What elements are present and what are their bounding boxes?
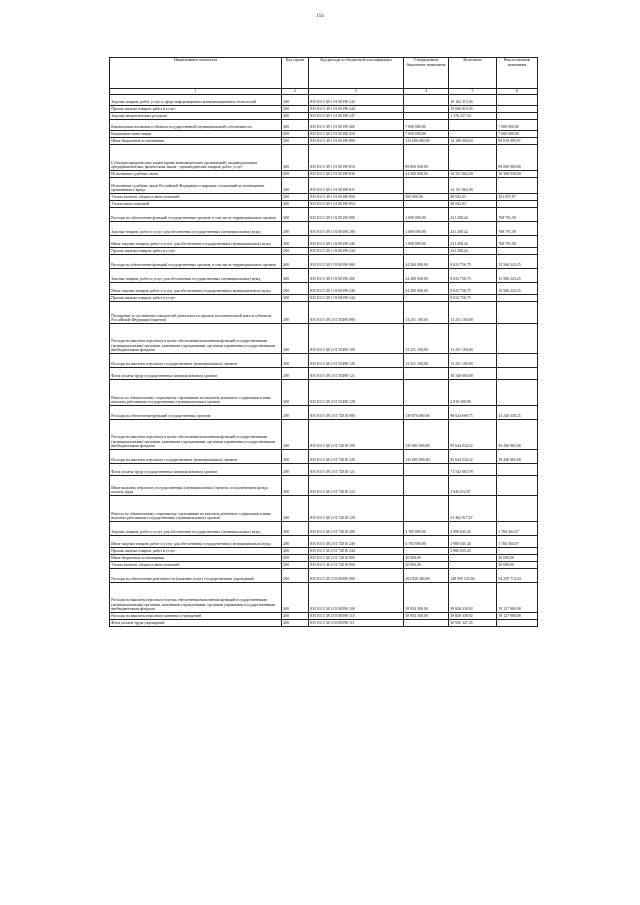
- row-budget-code: 835 0113 38 2 01 72010 122: [309, 476, 404, 496]
- row-indicator-name: Закупка товаров, работ и услуг для обеспечения государственных (муниципальных) нужд: [110, 269, 282, 283]
- row-budget-code: 835 0113 38 1 01 00190 853: [309, 201, 404, 208]
- row-remaining-amount: -: [497, 496, 538, 522]
- row-approved-amount: -: [404, 476, 449, 496]
- table-row: [110, 178, 538, 194]
- row-budget-code: 835 0113 38 2 03 00590 110: [309, 613, 404, 620]
- row-indicator-name: Иные бюджетные ассигнования: [110, 138, 282, 145]
- row-line-code: 200: [282, 476, 309, 496]
- row-line-code: 200: [282, 380, 309, 406]
- row-approved-amount: -: [404, 464, 449, 476]
- row-approved-amount: -: [404, 106, 449, 113]
- row-approved-amount: 1 000 000,00: [404, 208, 449, 222]
- header-line-code: Код строки: [282, 58, 309, 89]
- row-line-code: 200: [282, 138, 309, 145]
- row-executed-amount: 13 251 100,00: [449, 324, 497, 354]
- column-number: 6: [497, 89, 538, 95]
- table-row: [110, 120, 538, 131]
- row-budget-code: 835 0113 38 1 02 00190 240: [309, 236, 404, 248]
- row-line-code: 200: [282, 536, 309, 548]
- row-remaining-amount: -: [497, 295, 538, 302]
- row-approved-amount: 13 251 100,00: [404, 354, 449, 368]
- row-line-code: 200: [282, 295, 309, 302]
- row-approved-amount: 24 200 000,00: [404, 269, 449, 283]
- row-executed-amount: 14 131 062,00: [449, 171, 497, 178]
- row-line-code: 200: [282, 302, 309, 324]
- row-executed-amount: -: [449, 555, 497, 562]
- row-indicator-name: Иные закупки товаров, работ и услуг для обеспечения государственных (муниципальных) нужд: [110, 236, 282, 248]
- table-row: [110, 113, 538, 120]
- row-remaining-amount: 15 566 243,25: [497, 255, 538, 269]
- row-remaining-amount: -: [497, 354, 538, 368]
- row-executed-amount: 2 980 635,43: [449, 548, 497, 555]
- row-remaining-amount: 768 791,58: [497, 222, 538, 236]
- row-remaining-amount: 7 000 000,00: [497, 120, 538, 131]
- row-indicator-name: Фонд оплаты труда учреждений: [110, 620, 282, 627]
- row-remaining-amount: -: [497, 368, 538, 380]
- row-approved-amount: 135 085 000,00: [404, 450, 449, 464]
- row-budget-code: 835 0113 38 1 01 00190 244: [309, 106, 404, 113]
- row-indicator-name: Прочая закупка товаров, работ и услуг: [110, 106, 282, 113]
- row-indicator-name: Иные закупки товаров, работ и услуг для обеспечения государственных (муниципальных) нужд: [110, 536, 282, 548]
- row-budget-code: 835 0113 38 2 01 72010 121: [309, 464, 404, 476]
- row-approved-amount: -: [404, 295, 449, 302]
- row-approved-amount: -: [404, 113, 449, 120]
- table-row: [110, 555, 538, 562]
- row-approved-amount: 4 765 000,00: [404, 522, 449, 536]
- row-line-code: 200: [282, 255, 309, 269]
- row-line-code: 200: [282, 194, 309, 201]
- table-row: [110, 95, 538, 106]
- row-indicator-name: Расходы на обеспечение деятельности (оказание услуг) государственных учреждений: [110, 569, 282, 583]
- table-row: [110, 380, 538, 406]
- row-line-code: 200: [282, 113, 309, 120]
- row-budget-code: 835 0113 38 2 01 55490 129: [309, 380, 404, 406]
- table-body: [110, 95, 538, 627]
- row-executed-amount: 10 162 313,56: [449, 95, 497, 106]
- budget-report-table: [109, 57, 538, 627]
- row-executed-amount: 231 208,42: [449, 236, 497, 248]
- row-indicator-name: Иные выплаты персоналу государственных (муниципальных) органов, за исключением фонда оплаты труда: [110, 476, 282, 496]
- row-remaining-amount: 1 784 364,57: [497, 522, 538, 536]
- row-budget-code: 835 0113 38 1 01 00190 410: [309, 131, 404, 138]
- row-executed-amount: -: [449, 120, 497, 131]
- row-line-code: 200: [282, 450, 309, 464]
- table-row: [110, 269, 538, 283]
- row-remaining-amount: 41 245 330,25: [497, 406, 538, 420]
- table-row: [110, 420, 538, 450]
- table-row: [110, 536, 538, 548]
- row-executed-amount: -: [449, 145, 497, 171]
- row-executed-amount: 2 910 500,00: [449, 380, 497, 406]
- row-remaining-amount: 19 127 960,08: [497, 613, 538, 620]
- table-row: [110, 450, 538, 464]
- page-number: 154: [316, 14, 324, 19]
- row-indicator-name: Расходы на выплаты персоналу государственных (муниципальных) органов: [110, 450, 282, 464]
- table-row: [110, 106, 538, 113]
- row-executed-amount: 8 633 756,75: [449, 283, 497, 295]
- row-indicator-name: Закупка товаров, работ и услуг для обеспечения государственных (муниципальных) нужд: [110, 522, 282, 536]
- row-approved-amount: -: [404, 201, 449, 208]
- column-number: 4: [404, 89, 449, 95]
- row-remaining-amount: -: [497, 476, 538, 496]
- row-line-code: 200: [282, 120, 309, 131]
- row-executed-amount: 39 826 339,92: [449, 583, 497, 613]
- row-line-code: 200: [282, 145, 309, 171]
- table-row: [110, 283, 538, 295]
- row-approved-amount: 7 000 000,00: [404, 131, 449, 138]
- row-indicator-name: Иные закупки товаров, работ и услуг для обеспечения государственных (муниципальных) нужд: [110, 283, 282, 295]
- row-indicator-name: Расходы на выплаты персоналу в целях обеспечения выполнения функций государственными (муниципальными) органами, казенными учреждениями, органами управления государственными внебюджетными фондами: [110, 324, 282, 354]
- row-remaining-amount: 19 127 960,08: [497, 583, 538, 613]
- table-row: [110, 464, 538, 476]
- row-executed-amount: 231 208,42: [449, 222, 497, 236]
- row-approved-amount: -: [404, 620, 449, 627]
- header-approved: Утвержденные бюджетные назначения: [404, 58, 449, 89]
- row-indicator-name: Исполнение судебных актов Российской Федерации и мировых соглашений по возмещению причиненного вреда: [110, 178, 282, 194]
- row-executed-amount: -: [449, 131, 497, 138]
- row-remaining-amount: -: [497, 113, 538, 120]
- row-indicator-name: Иные бюджетные ассигнования: [110, 555, 282, 562]
- row-remaining-amount: -: [497, 248, 538, 255]
- row-indicator-name: Прочая закупка товаров, работ и услуг: [110, 295, 282, 302]
- row-budget-code: 835 0113 38 2 01 55490 121: [309, 368, 404, 380]
- row-indicator-name: Закупка энергетических ресурсов: [110, 113, 282, 120]
- row-approved-amount: -: [404, 248, 449, 255]
- row-executed-amount: 13 251 100,00: [449, 302, 497, 324]
- row-line-code: 200: [282, 420, 309, 450]
- row-budget-code: 835 0113 38 1 01 00190 830: [309, 171, 404, 178]
- row-executed-amount: 71 542 063,78: [449, 464, 497, 476]
- row-approved-amount: 58 954 300,00: [404, 613, 449, 620]
- row-approved-amount: 13 251 100,00: [404, 302, 449, 324]
- row-budget-code: 835 0113 38 1 01 00190 831: [309, 178, 404, 194]
- column-number: 5: [449, 89, 497, 95]
- row-executed-amount: 21 462 017,67: [449, 496, 497, 522]
- row-executed-amount: 30 945 347,45: [449, 620, 497, 627]
- row-budget-code: 835 0113 38 1 03 00190 200: [309, 269, 404, 283]
- row-remaining-amount: -: [497, 548, 538, 555]
- row-indicator-name: Расходы на выплаты персоналу казенных учреждений: [110, 613, 282, 620]
- row-indicator-name: Расходы на обеспечение функций государственных органов, в том числе территориальных органов: [110, 255, 282, 269]
- row-budget-code: 835 0113 38 1 02 00190 000: [309, 208, 404, 222]
- row-remaining-amount: 451 057,97: [497, 194, 538, 201]
- row-budget-code: 835 0113 38 1 03 00190 240: [309, 283, 404, 295]
- table-row: [110, 145, 538, 171]
- row-approved-amount: 202 830 300,00: [404, 569, 449, 583]
- row-executed-amount: 231 208,42: [449, 248, 497, 255]
- row-executed-amount: 2 640 012,87: [449, 476, 497, 496]
- row-remaining-amount: 20 000,00: [497, 562, 538, 569]
- row-approved-amount: 135 085 000,00: [404, 420, 449, 450]
- table-row: [110, 562, 538, 569]
- row-remaining-amount: 768 791,58: [497, 236, 538, 248]
- row-remaining-amount: 15 566 243,25: [497, 269, 538, 283]
- row-approved-amount: 24 500 000,00: [404, 171, 449, 178]
- row-line-code: 200: [282, 620, 309, 627]
- row-executed-amount: 8 633 756,75: [449, 255, 497, 269]
- row-approved-amount: -: [404, 178, 449, 194]
- row-executed-amount: 1 276 227,54: [449, 113, 497, 120]
- row-executed-amount: 231 208,42: [449, 208, 497, 222]
- table-row: [110, 194, 538, 201]
- row-executed-amount: 10 340 600,00: [449, 368, 497, 380]
- row-approved-amount: 500 000,00: [404, 194, 449, 201]
- row-executed-amount: 2 980 635,43: [449, 536, 497, 548]
- row-approved-amount: -: [404, 548, 449, 555]
- row-budget-code: 835 0113 38 2 01 72010 120: [309, 450, 404, 464]
- row-budget-code: 835 0113 38 1 01 00190 800: [309, 138, 404, 145]
- row-approved-amount: 7 000 000,00: [404, 120, 449, 131]
- row-remaining-amount: -: [497, 620, 538, 627]
- row-remaining-amount: -: [497, 302, 538, 324]
- table-row: [110, 131, 538, 138]
- column-number: 1: [110, 89, 282, 95]
- row-executed-amount: 13 251 100,00: [449, 354, 497, 368]
- row-remaining-amount: 20 000,00: [497, 555, 538, 562]
- row-remaining-amount: -: [497, 106, 538, 113]
- row-remaining-amount: 7 000 000,00: [497, 131, 538, 138]
- row-budget-code: 835 0113 38 2 01 55490 100: [309, 324, 404, 354]
- table-row: [110, 171, 538, 178]
- row-line-code: 200: [282, 201, 309, 208]
- row-approved-amount: 1 000 000,00: [404, 236, 449, 248]
- row-executed-amount: 98 624 669,75: [449, 406, 497, 420]
- row-line-code: 200: [282, 354, 309, 368]
- header-budget-code: Код расхода по бюджетной классификации: [309, 58, 404, 89]
- row-remaining-amount: -: [497, 95, 538, 106]
- row-budget-code: 835 0113 38 2 01 72010 240: [309, 536, 404, 548]
- row-remaining-amount: 15 566 243,25: [497, 283, 538, 295]
- row-budget-code: 835 0113 38 2 01 55490 120: [309, 354, 404, 368]
- row-remaining-amount: -: [497, 324, 538, 354]
- row-executed-amount: 14 131 062,00: [449, 178, 497, 194]
- row-budget-code: 835 0113 38 1 01 00190 247: [309, 113, 404, 120]
- row-approved-amount: 13 251 100,00: [404, 324, 449, 354]
- table-row: [110, 295, 538, 302]
- row-budget-code: 835 0113 38 1 01 00190 242: [309, 95, 404, 106]
- table-row: [110, 583, 538, 613]
- row-budget-code: 835 0113 38 1 01 00190 400: [309, 120, 404, 131]
- row-remaining-amount: -: [497, 201, 538, 208]
- column-number: 3: [309, 89, 404, 95]
- row-line-code: 200: [282, 406, 309, 420]
- row-remaining-amount: 39 440 965,68: [497, 450, 538, 464]
- row-indicator-name: Уплата налогов, сборов и иных платежей: [110, 562, 282, 569]
- table-row: [110, 324, 538, 354]
- row-indicator-name: Исполнение судебных актов: [110, 171, 282, 178]
- row-line-code: 200: [282, 95, 309, 106]
- row-line-code: 200: [282, 131, 309, 138]
- row-indicator-name: Уплата иных платежей: [110, 201, 282, 208]
- table-row: [110, 201, 538, 208]
- row-remaining-amount: 99 819 995,97: [497, 138, 538, 145]
- row-indicator-name: Капитальные вложения в объекты государственной (муниципальной) собственности: [110, 120, 282, 131]
- row-remaining-amount: 54 239 774,34: [497, 569, 538, 583]
- row-approved-amount: 139 870 000,00: [404, 406, 449, 420]
- header-executed: Исполнено: [449, 58, 497, 89]
- row-approved-amount: 20 000,00: [404, 555, 449, 562]
- row-executed-amount: 39 826 339,92: [449, 613, 497, 620]
- row-executed-amount: 148 590 525,66: [449, 569, 497, 583]
- row-indicator-name: Расходы на выплаты персоналу в целях обеспечения выполнения функций государственными (муниципальными) органами, казенными учреждениями, органами управления государственными внебюджетными фондами: [110, 583, 282, 613]
- row-line-code: 200: [282, 569, 309, 583]
- header-remaining: Неисполненные назначения: [497, 58, 538, 89]
- row-approved-amount: 58 954 300,00: [404, 583, 449, 613]
- row-line-code: 200: [282, 368, 309, 380]
- row-line-code: 200: [282, 222, 309, 236]
- row-line-code: 200: [282, 106, 309, 113]
- row-budget-code: 835 0113 38 2 01 72010 100: [309, 420, 404, 450]
- row-line-code: 200: [282, 171, 309, 178]
- row-line-code: 200: [282, 522, 309, 536]
- row-line-code: 200: [282, 269, 309, 283]
- row-remaining-amount: -: [497, 178, 538, 194]
- row-approved-amount: 1 000 000,00: [404, 222, 449, 236]
- row-budget-code: 835 0113 38 1 01 00190 810: [309, 145, 404, 171]
- row-approved-amount: -: [404, 380, 449, 406]
- row-budget-code: 835 0113 38 1 01 00190 850: [309, 194, 404, 201]
- row-budget-code: 835 0113 38 1 02 00190 244: [309, 248, 404, 255]
- table-row: [110, 138, 538, 145]
- row-approved-amount: 89 000 000,00: [404, 145, 449, 171]
- row-indicator-name: Закупка товаров, работ и услуг для обеспечения государственных (муниципальных) нужд: [110, 222, 282, 236]
- row-approved-amount: -: [404, 95, 449, 106]
- row-approved-amount: -: [404, 368, 449, 380]
- row-approved-amount: 24 200 000,00: [404, 255, 449, 269]
- table-row: [110, 522, 538, 536]
- row-indicator-name: Расходы на выплаты персоналу в целях обеспечения выполнения функций государственными (муниципальными) органами, казенными учреждениями, органами управления государственными внебюджетными фондами: [110, 420, 282, 450]
- row-remaining-amount: -: [497, 380, 538, 406]
- row-budget-code: 835 0113 38 2 03 00590 000: [309, 569, 404, 583]
- column-number: 2: [282, 89, 309, 95]
- row-budget-code: 835 0113 38 2 01 72010 129: [309, 496, 404, 522]
- row-budget-code: 835 0113 38 2 03 00590 100: [309, 583, 404, 613]
- row-line-code: 200: [282, 613, 309, 620]
- table-row: [110, 613, 538, 620]
- row-budget-code: 835 0113 38 2 03 00590 111: [309, 620, 404, 627]
- table-row: [110, 620, 538, 627]
- row-indicator-name: Расходы на обеспечение функций государственных органов, в том числе территориальных органов: [110, 208, 282, 222]
- row-line-code: 200: [282, 583, 309, 613]
- row-executed-amount: 95 644 034,32: [449, 420, 497, 450]
- table-row: [110, 368, 538, 380]
- row-indicator-name: Взносы по обязательному социальному страхованию на выплаты денежного содержания и иные выплаты работникам государственных (муниципальных) органов: [110, 496, 282, 522]
- row-executed-amount: -: [449, 562, 497, 569]
- row-indicator-name: Закупка товаров, работ, услуг в сфере информационно-коммуникационных технологий: [110, 95, 282, 106]
- row-approved-amount: 114 000 000,00: [404, 138, 449, 145]
- table-row: [110, 496, 538, 522]
- table-row: [110, 406, 538, 420]
- row-indicator-name: Бюджетные инвестиции: [110, 131, 282, 138]
- row-remaining-amount: 39 440 965,68: [497, 420, 538, 450]
- row-line-code: 200: [282, 236, 309, 248]
- table-row: [110, 548, 538, 555]
- row-executed-amount: 8 633 756,75: [449, 295, 497, 302]
- row-indicator-name: Взносы по обязательному социальному страхованию на выплаты денежного содержания и иные выплаты работникам государственных (муниципальных) органов: [110, 380, 282, 406]
- row-approved-amount: -: [404, 496, 449, 522]
- table-row: [110, 248, 538, 255]
- row-line-code: 200: [282, 248, 309, 255]
- row-budget-code: 835 0113 38 2 01 72010 200: [309, 522, 404, 536]
- row-indicator-name: Фонд оплаты труда государственных (муниципальных) органов: [110, 368, 282, 380]
- row-line-code: 200: [282, 324, 309, 354]
- row-indicator-name: Прочая закупка товаров, работ и услуг: [110, 548, 282, 555]
- row-approved-amount: 24 200 000,00: [404, 283, 449, 295]
- row-approved-amount: 20 000,00: [404, 562, 449, 569]
- row-executed-amount: 2 980 635,43: [449, 522, 497, 536]
- row-remaining-amount: 1 784 364,57: [497, 536, 538, 548]
- row-line-code: 200: [282, 208, 309, 222]
- row-line-code: 200: [282, 178, 309, 194]
- row-budget-code: 835 0113 38 2 01 55490 000: [309, 302, 404, 324]
- row-remaining-amount: -: [497, 464, 538, 476]
- row-line-code: 200: [282, 548, 309, 555]
- table-row: [110, 208, 538, 222]
- table-row: [110, 354, 538, 368]
- row-indicator-name: Расходы на обеспечение функций государственных органов: [110, 406, 282, 420]
- row-budget-code: 835 0113 38 2 01 72010 000: [309, 406, 404, 420]
- row-budget-code: 835 0113 38 2 01 72010 850: [309, 562, 404, 569]
- row-executed-amount: 48 942,03: [449, 194, 497, 201]
- row-indicator-name: Расходы на выплаты персоналу государственных (муниципальных) органов: [110, 354, 282, 368]
- row-executed-amount: 14 180 004,03: [449, 138, 497, 145]
- row-indicator-name: Поощрение за достижение показателей деятельности органов исполнительной власти субъектов Российской Федерации (грантов): [110, 302, 282, 324]
- row-approved-amount: 4 765 000,00: [404, 536, 449, 548]
- row-line-code: 200: [282, 562, 309, 569]
- table-row: [110, 302, 538, 324]
- row-remaining-amount: 10 368 938,00: [497, 171, 538, 178]
- header-indicator-name: Наименование показателя: [110, 58, 282, 89]
- row-indicator-name: Уплата налогов, сборов и иных платежей: [110, 194, 282, 201]
- row-indicator-name: Фонд оплаты труда государственных (муниципальных) органов: [110, 464, 282, 476]
- row-indicator-name: Субсидии юридическим лицам (кроме некоммерческих организаций), индивидуальным предпринимателям, физическим лицам - производителям товаров, работ, услуг: [110, 145, 282, 171]
- table-row: [110, 476, 538, 496]
- row-executed-amount: 8 633 756,75: [449, 269, 497, 283]
- row-executed-amount: 48 942,03: [449, 201, 497, 208]
- row-budget-code: 835 0113 38 1 02 00190 200: [309, 222, 404, 236]
- row-executed-amount: 95 644 034,32: [449, 450, 497, 464]
- row-indicator-name: Прочая закупка товаров, работ и услуг: [110, 248, 282, 255]
- row-budget-code: 835 0113 38 1 03 00190 000: [309, 255, 404, 269]
- row-line-code: 200: [282, 555, 309, 562]
- row-budget-code: 835 0113 38 1 03 00190 244: [309, 295, 404, 302]
- row-remaining-amount: 89 000 000,00: [497, 145, 538, 171]
- row-line-code: 200: [282, 283, 309, 295]
- row-line-code: 200: [282, 496, 309, 522]
- row-budget-code: 835 0113 38 2 01 72010 800: [309, 555, 404, 562]
- table-row: [110, 236, 538, 248]
- row-budget-code: 835 0113 38 2 01 72010 244: [309, 548, 404, 555]
- table-row: [110, 255, 538, 269]
- row-executed-amount: 19 086 819,05: [449, 106, 497, 113]
- row-line-code: 200: [282, 464, 309, 476]
- table-header-row: [110, 58, 538, 89]
- table-row: [110, 569, 538, 583]
- row-remaining-amount: 768 791,58: [497, 208, 538, 222]
- table-row: [110, 222, 538, 236]
